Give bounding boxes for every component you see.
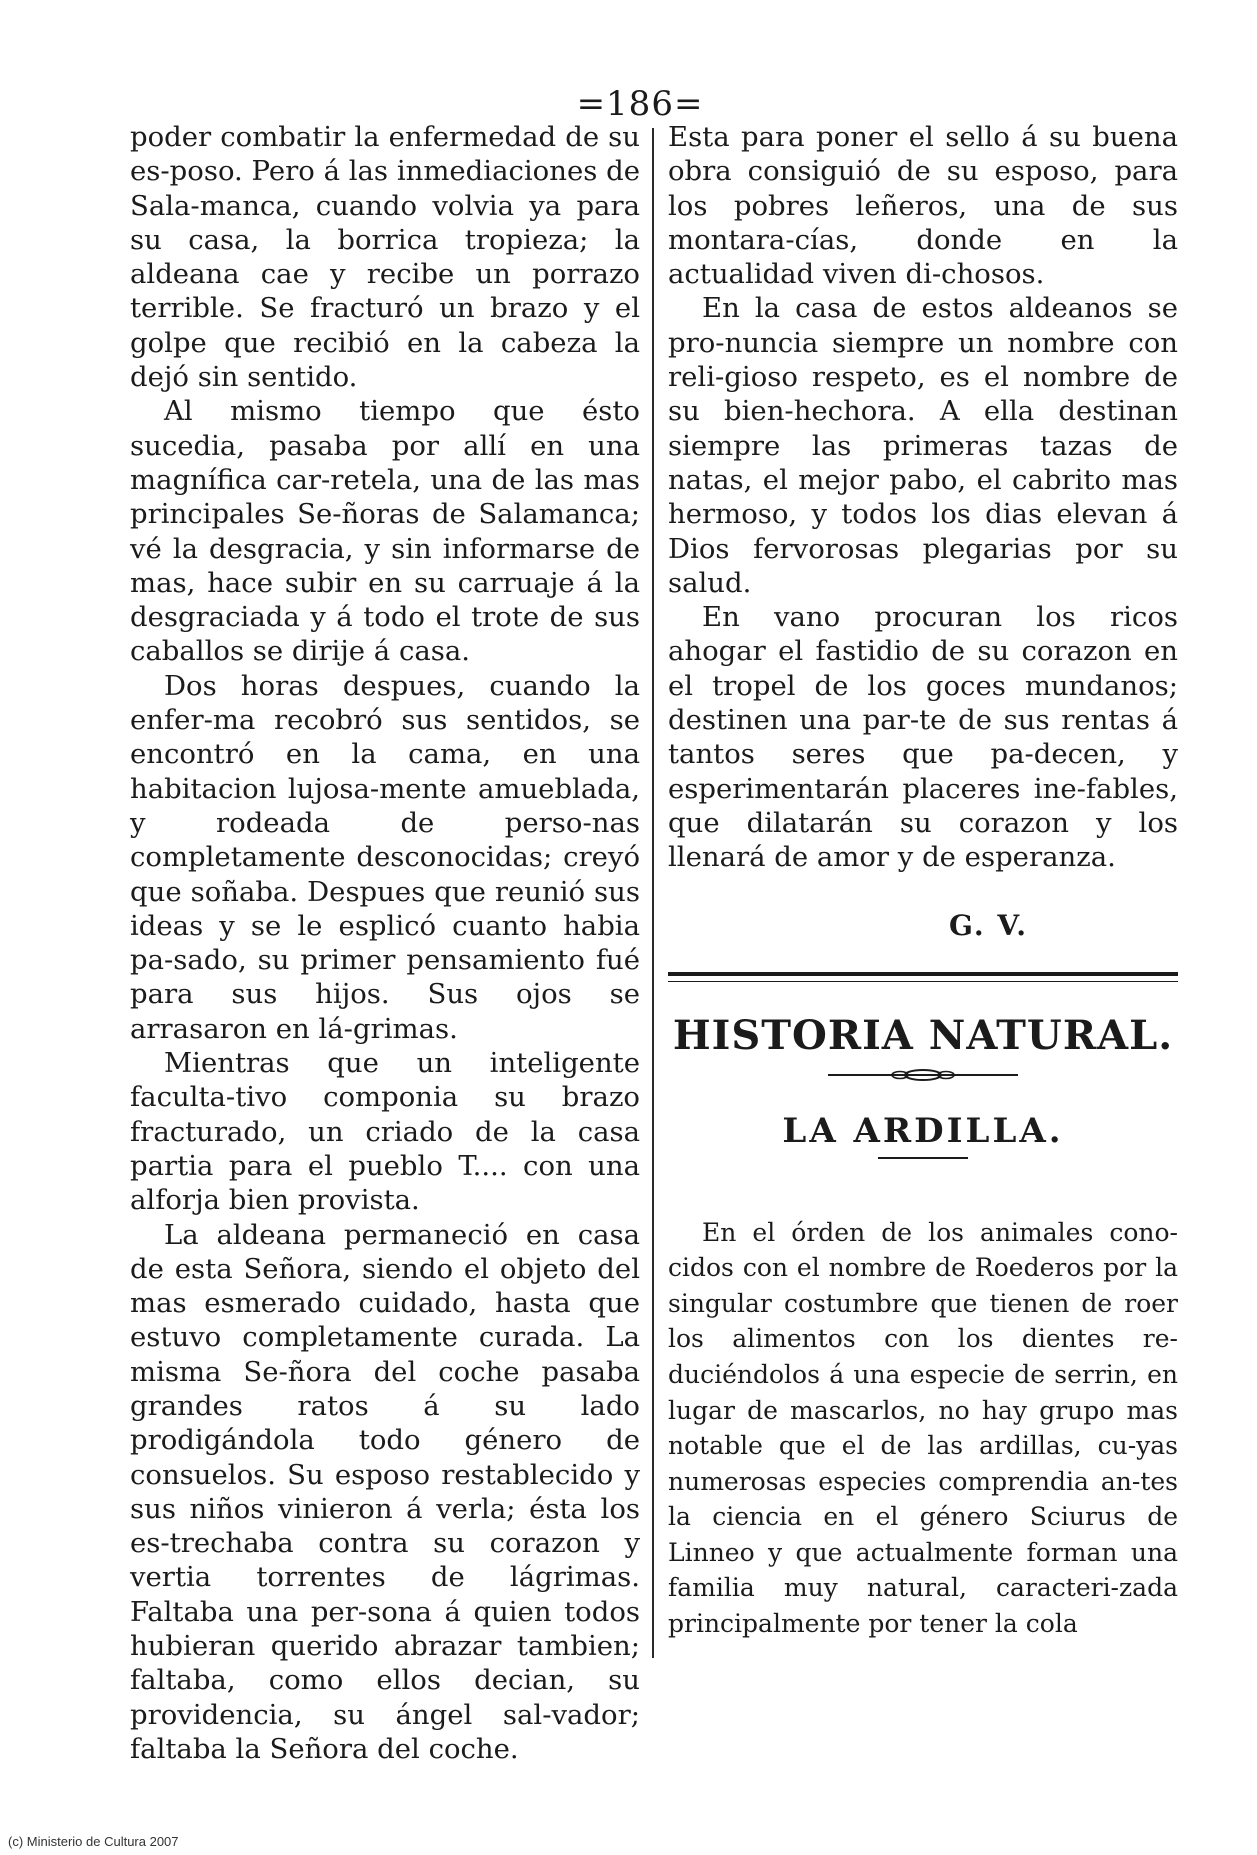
copyright-notice: (c) Ministerio de Cultura 2007: [8, 1834, 179, 1849]
article-paragraph: En el órden de los animales cono-cidos con el nombre de Roederos por la singular costumbre que tienen de roer los alimentos con los dientes re-duciéndolos á una especie de serrin, en lugar de mascarlos, no hay grupo mas notable que el de las ardillas, cu-yas numerosas especies comprendia an-tes la ciencia en el género Sciurus de Linneo y que actualmente forman una familia muy natural, caracteri-zada principalmente por tener la cola: [668, 1217, 1178, 1639]
section-rule: [668, 972, 1178, 982]
right-paragraph: En la casa de estos aldeanos se pro-nuncia siempre un nombre con reli-gioso respeto, es el nombre de su bien-hechora. A ella destinan siempre las primeras tazas de natas, el mejor pabo, el cabrito mas hermoso, y todos los dias elevan á Dios fervorosas plegarias por su salud.: [668, 292, 1178, 599]
page-number: =186=: [576, 84, 704, 124]
left-paragraph: Dos horas despues, cuando la enfer-ma recobró sus sentidos, se encontró en la cama, en una habitacion lujosa-mente amueblada, y rodeada de perso-nas completamente desconocidas; creyó que soñaba. Despues que reunió sus ideas y se le esplicó cuanto habia pa-sado, su primer pensamiento fué para sus hijos. Sus ojos se arrasaron en lá-grimas.: [130, 669, 640, 1045]
section-heading: HISTORIA NATURAL.: [672, 1011, 1174, 1059]
left-paragraph: Al mismo tiempo que ésto sucedia, pasaba por allí en una magnífica car-retela, una de las mas principales Se-ñoras de Salamanca; vé la desgracia, y sin informarse de mas, hace subir en su carruaje á la desgraciada y á todo el trote de sus caballos se dirije á casa.: [130, 395, 640, 668]
right-column: [668, 120, 1178, 1642]
left-paragraph: La aldeana permaneció en casa de esta Señora, siendo el objeto del mas esmerado cuidado, hasta que estuvo completamente curada. La misma Se-ñora del coche pasaba grandes ratos á su lado prodigándola todo género de consuelos. Su esposo restablecido y sus niños vinieron á verla; ésta los es-trechaba contra su corazon y vertia torrentes de lágrimas. Faltaba una per-sona á quien todos hubieran querido abrazar tambien; faltaba, como ellos decian, su providencia, su ángel sal-vador; faltaba la Señora del coche.: [130, 1218, 640, 1765]
article-title-rule: [878, 1157, 968, 1159]
article-body: [668, 1215, 1178, 1642]
ornament-divider-icon: [828, 1067, 1018, 1083]
left-paragraph: Mientras que un inteligente faculta-tivo componia su brazo fracturado, un criado de la casa partia para el pueblo T.... con una alforja bien provista.: [130, 1047, 640, 1217]
right-paragraph: En vano procuran los ricos ahogar el fastidio de su corazon en el tropel de los goces mundanos; destinen una par-te de sus rentas á tantos seres que pa-decen, y esperimentarán placeres ine-fables, que dilatarán su corazon y los llenará de amor y de esperanza.: [668, 601, 1178, 874]
author-signature: G. V.: [949, 908, 1028, 942]
right-paragraph: Esta para poner el sello á su buena obra consiguió de su esposo, para los pobres leñeros, una de sus montara-cías, donde en la actualidad viven di-chosos.: [668, 121, 1178, 291]
article-title: LA ARDILLA.: [782, 1110, 1064, 1151]
column-divider: [652, 128, 654, 1658]
left-paragraph: poder combatir la enfermedad de su es-poso. Pero á las inmediaciones de Sala-manca, cuando volvia ya para su casa, la borrica tropieza; la aldeana cae y recibe un porrazo terrible. Se fracturó un brazo y el golpe que recibió en la cabeza la dejó sin sentido.: [130, 121, 640, 394]
left-column: [130, 120, 640, 1766]
